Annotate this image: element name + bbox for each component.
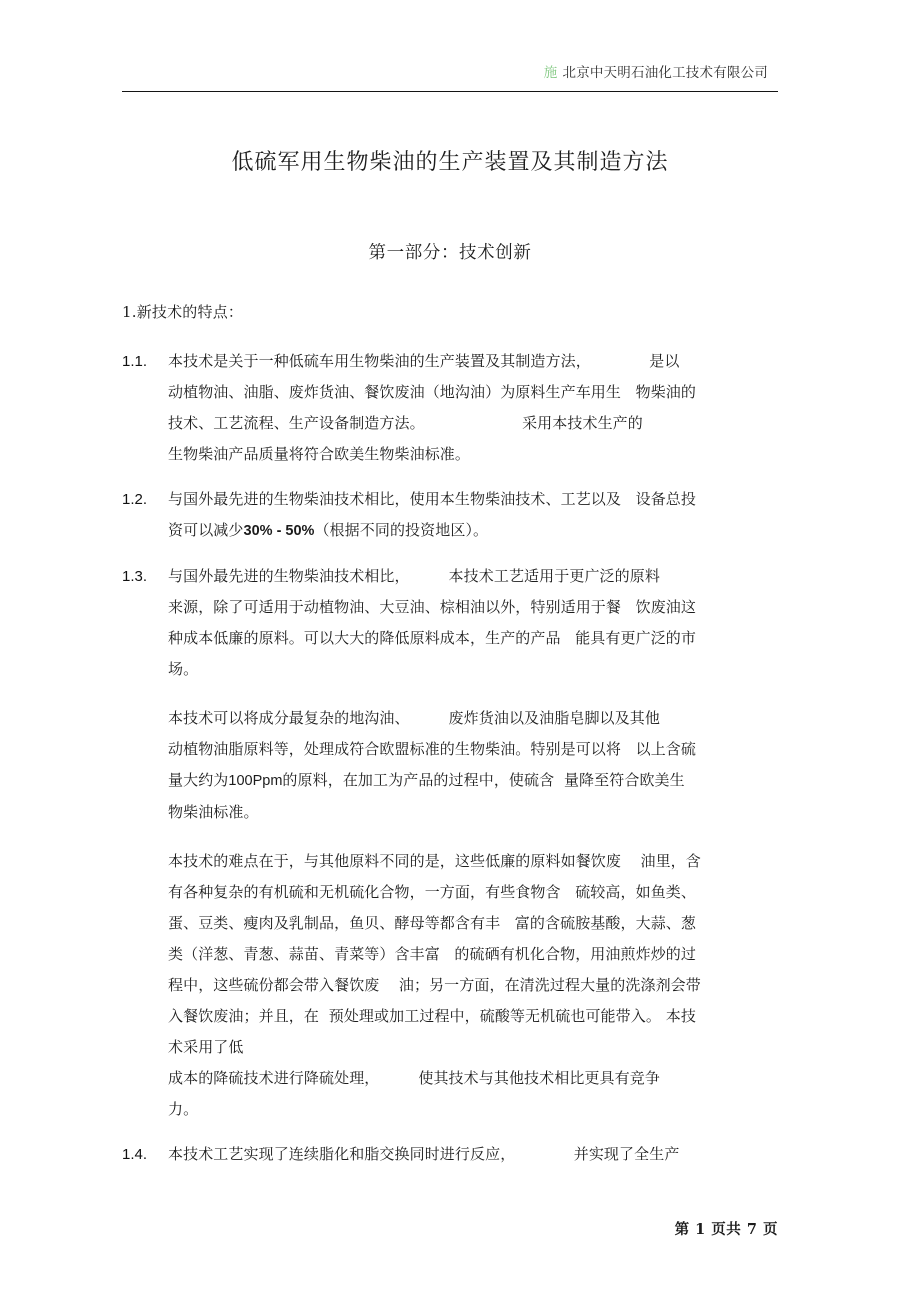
paragraph-line: 成本的降硫技术进行降硫处理， 使其技术与其他技术相比更具有竞争 <box>168 1069 660 1087</box>
paragraph-line: 程中，这些硫份都会带入餐饮废 油；另一方面，在清洗过程大量的洗涤剂会带 <box>168 976 701 994</box>
header-content <box>544 58 778 88</box>
clause-line-head: 资可以减少 <box>168 521 244 539</box>
clause-1-3 <box>122 561 802 685</box>
paragraph-line: 动植物油脂原料等，处理成符合欧盟标准的生物柴油。特别是可以将 以上含硫 <box>168 740 697 758</box>
paragraph-line: 本技术可以将成分最复杂的地沟油、 废炸货油以及油脂皂脚以及其他 <box>168 709 660 727</box>
clause-body <box>168 484 802 547</box>
clause-number: 1.3. <box>122 568 148 585</box>
document-subtitle: 第一部分：技术创新 <box>368 243 532 263</box>
percentage-range: 30% - 50% <box>243 523 315 539</box>
header-company-name: 北京中天明石油化工技术有限公司 <box>562 65 768 81</box>
paragraph-line-mixed <box>168 765 802 797</box>
page-footer: 第 1 页共 7 页 <box>674 1221 778 1238</box>
clause-body <box>168 1139 802 1170</box>
paragraph-line: 术采用了低 <box>168 1038 244 1056</box>
clause-1-2 <box>122 484 802 547</box>
paragraph-line: 本技术的难点在于，与其他原料不同的是，这些低廉的原料如餐饮废 油里，含 <box>168 852 701 870</box>
paragraph-block-3 <box>168 846 802 1125</box>
clause-body <box>168 346 802 470</box>
clause-number: 1.4. <box>122 1146 148 1163</box>
paragraph-line-tail: 的原料，在加工为产品的过程中，使硫含 量降至符合欧美生 <box>282 771 685 789</box>
paragraph-line: 入餐饮废油；并且，在 预处理或加工过程中，硫酸等无机硫也可能带入。 本技 <box>168 1007 697 1025</box>
paragraph-line: 有各种复杂的有机硫和无机硫化合物，一方面，有些食物含 硫较高，如鱼类、 <box>168 883 697 901</box>
clause-line: 本技术是关于一种低硫车用生物柴油的生产装置及其制造方法， 是以 <box>168 352 680 370</box>
clause-line: 本技术工艺实现了连续脂化和脂交换同时进行反应， 并实现了全生产 <box>168 1145 680 1163</box>
paragraph-line: 物柴油标准。 <box>168 803 259 821</box>
clause-line: 动植物油、油脂、废炸货油、餐饮废油（地沟油）为原料生产车用生 物柴油的 <box>168 383 697 401</box>
clause-1-4 <box>122 1139 802 1170</box>
clause-line-tail: （根据不同的投资地区）。 <box>314 521 489 539</box>
section-heading-1: 1.新技术的特点： <box>122 303 244 321</box>
header-seal-mark: 施 <box>543 65 558 81</box>
clause-line-mixed <box>168 515 802 547</box>
sulfur-ppm-value: 100Ppm <box>228 773 283 789</box>
clause-1-1 <box>122 346 802 470</box>
page-header <box>122 58 778 92</box>
paragraph-line-head: 量大约为 <box>168 771 229 789</box>
clause-number: 1.1. <box>122 353 148 370</box>
paragraph-line: 力。 <box>168 1100 199 1118</box>
paragraph-block-2 <box>168 703 802 828</box>
clause-line: 技术、工艺流程、生产设备制造方法。 采用本技术生产的 <box>168 414 643 432</box>
clause-line: 场。 <box>168 660 199 678</box>
clause-line: 与国外最先进的生物柴油技术相比， 本技术工艺适用于更广泛的原料 <box>168 567 660 585</box>
clause-line: 来源，除了可适用于动植物油、大豆油、棕相油以外，特别适用于餐 饮废油这 <box>168 598 697 616</box>
clause-line: 与国外最先进的生物柴油技术相比，使用本生物柴油技术、工艺以及 设备总投 <box>168 490 697 508</box>
document-body <box>122 300 802 1184</box>
paragraph-line: 类（洋葱、青葱、蒜苗、青菜等）含丰富 的硫硒有机化合物，用油煎炸炒的过 <box>168 945 697 963</box>
clause-number: 1.2. <box>122 491 148 508</box>
document-title: 低硫军用生物柴油的生产装置及其制造方法 <box>231 150 669 175</box>
clause-line: 生物柴油产品质量将符合欧美生物柴油标准。 <box>168 445 471 463</box>
paragraph-line: 蛋、豆类、瘦肉及乳制品，鱼贝、酵母等都含有丰 富的含硫胺基酸，大蒜、葱 <box>168 914 697 932</box>
clause-line: 种成本低廉的原料。可以大大的降低原料成本，生产的产品 能具有更广泛的市 <box>168 629 697 647</box>
clause-body <box>168 561 802 685</box>
